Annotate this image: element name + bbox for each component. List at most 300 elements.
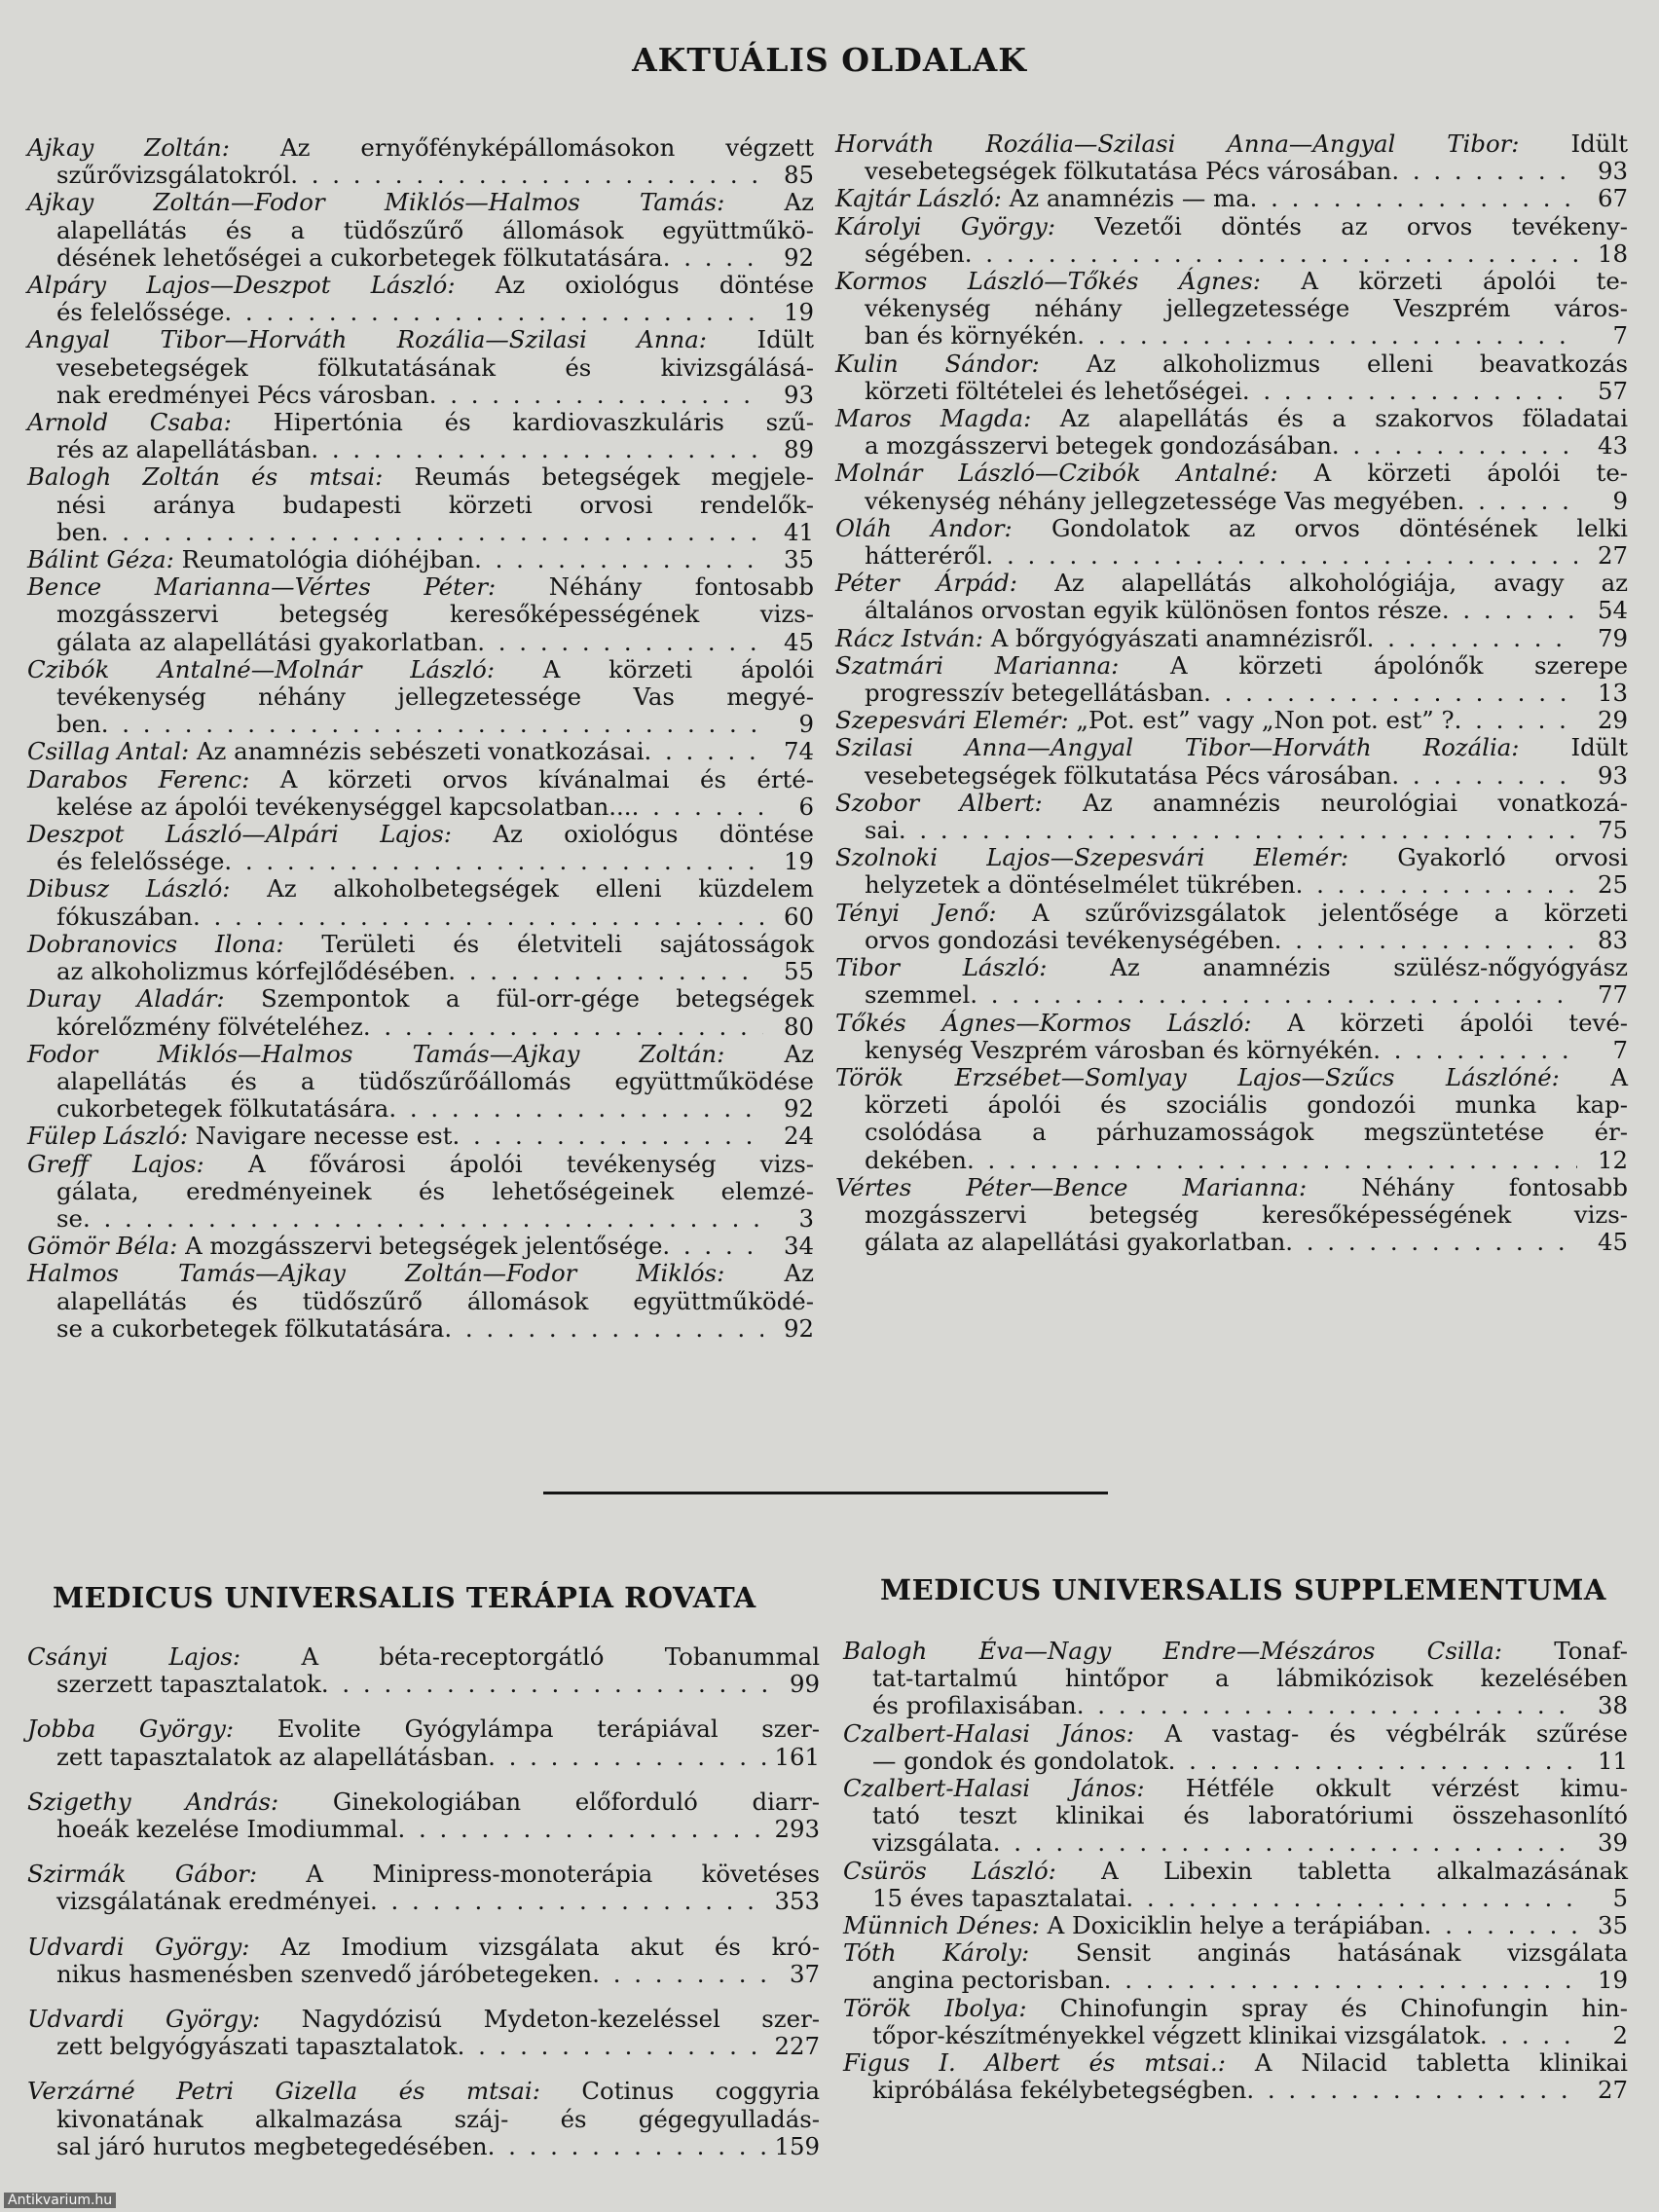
author-name: Vértes Péter—Bence Marianna:: [835, 1172, 1308, 1201]
author-name: Greff Lajos:: [27, 1149, 204, 1178]
dot-leader: [986, 542, 1577, 570]
toc-entry-text: Szilasi Anna—Angyal Tibor—Horváth Rozália: Idült: [835, 733, 1629, 762]
dot-leader: [458, 2033, 769, 2060]
toc-page-number: 6: [798, 792, 814, 821]
toc-entry-line: [27, 985, 814, 1013]
dot-leader: [1455, 707, 1577, 734]
toc-entry-line: [27, 1288, 814, 1315]
toc-page-number: 7: [1612, 321, 1628, 350]
toc-entry-text: Angyal Tibor—Horváth Rozália—Szilasi Anna: Idült: [27, 325, 815, 354]
toc-entry-text: Kajtár László: Az anamnézis — ma: [835, 184, 1250, 213]
toc-entry-line: [27, 766, 814, 793]
toc-entry-line: [27, 546, 814, 573]
toc-entry-text: az alkoholizmus kórfejlődésében: [56, 957, 449, 986]
toc-page-number: 92: [783, 1313, 814, 1343]
toc-entry-text: Czalbert-Halasi János: A vastag- és végbélrák szűrése: [843, 1718, 1628, 1748]
toc-entry-text: tat-tartalmú hintőpor a lábmikózisok kezelésében: [872, 1664, 1628, 1693]
dot-leader: [1391, 762, 1577, 790]
toc-entry-text: vesebetegségek fölkutatásának és kivizsgálásá-: [56, 352, 814, 382]
toc-entry: [835, 652, 1628, 707]
toc-entry-text: Fodor Miklós—Halmos Tamás—Ajkay Zoltán: Az: [27, 1039, 814, 1068]
toc-entry-line: [835, 1201, 1628, 1229]
toc-entry: [835, 570, 1628, 624]
dot-leader: [448, 958, 763, 985]
toc-entry-text: cukorbetegek fölkutatására: [56, 1094, 389, 1124]
toc-page-number: 93: [783, 380, 814, 409]
dot-leader: [311, 436, 763, 463]
author-name: Czalbert-Halasi János:: [843, 1718, 1134, 1748]
dot-leader: [1203, 680, 1577, 707]
toc-entry-text: Greff Lajos: A fővárosi ápolói tevékenység vizs-: [27, 1149, 814, 1178]
toc-entry-text: se: [56, 1203, 83, 1233]
toc-entry-text: vékenység néhány jellegzetessége Veszprém város-: [865, 294, 1628, 323]
toc-entry-text: kelése az ápolói tevékenységgel kapcsolatban...: [56, 792, 632, 821]
toc-page-number: 34: [783, 1232, 814, 1261]
toc-entry: [835, 350, 1628, 405]
toc-entry: [27, 985, 814, 1040]
toc-entry: [835, 213, 1628, 268]
toc-entry-line: [27, 217, 814, 244]
author-name: Szepesvári Elemér:: [835, 706, 1069, 735]
toc-entry-text: szerzett tapasztalatok: [56, 1670, 321, 1699]
toc-entry-line: [27, 958, 814, 985]
toc-entry-line: [27, 848, 814, 875]
toc-entry-line: [835, 597, 1628, 624]
toc-entry-line: [27, 1788, 820, 1816]
toc-entry-line: [27, 409, 814, 436]
toc-entry-text: csolódása a párhuzamosságok megszüntetése ér-: [865, 1118, 1628, 1147]
toc-entry-line: [835, 542, 1628, 570]
dot-leader: [398, 1816, 769, 1843]
toc-entry: [843, 1939, 1628, 1994]
toc-entry: [27, 2078, 820, 2160]
toc-page-number: 161: [774, 1742, 820, 1771]
toc-entry-line: [27, 382, 814, 409]
toc-entry-line: [27, 519, 814, 546]
toc-entry: [27, 1233, 814, 1260]
dot-leader: [101, 519, 763, 546]
toc-entry-line: [835, 268, 1628, 295]
toc-entry-text: Horváth Rozália—Szilasi Anna—Angyal Tibor: Idült: [835, 129, 1629, 158]
dot-leader: [1250, 185, 1577, 212]
toc-entry-line: [835, 460, 1628, 487]
toc-entry-text: Ajkay Zoltán: Az ernyőfényképállomásokon végzett: [27, 133, 815, 162]
toc-entry-line: [27, 354, 814, 382]
toc-entry-line: [843, 1912, 1628, 1939]
dot-leader: [1442, 597, 1577, 624]
toc-entry-line: [27, 1014, 814, 1041]
toc-page-number: 7: [1612, 1035, 1628, 1064]
toc-page-number: 27: [1597, 2076, 1628, 2105]
toc-entry: [27, 1715, 820, 1770]
toc-entry-line: [27, 1260, 814, 1287]
dot-leader: [224, 848, 763, 875]
author-name: Tóth Károly:: [843, 1938, 1030, 1968]
dot-leader: [1274, 927, 1577, 954]
toc-entry: [835, 707, 1628, 734]
toc-entry-line: [27, 134, 814, 162]
toc-entry-line: [27, 1233, 814, 1260]
toc-entry-text: Kulin Sándor: Az alkoholizmus elleni beavatkozás: [835, 349, 1628, 378]
terapia-title: MEDICUS UNIVERSALIS TERÁPIA ROVATA: [53, 1581, 756, 1614]
dot-leader: [592, 1961, 769, 1988]
toc-entry-line: [835, 1119, 1628, 1146]
author-name: Gömör Béla:: [27, 1232, 178, 1261]
toc-entry-text: Halmos Tamás—Ajkay Zoltán—Fodor Miklós: Az: [27, 1259, 814, 1288]
section-divider: [543, 1492, 1108, 1494]
toc-entry-line: [27, 1715, 820, 1743]
toc-entry-line: [843, 1885, 1628, 1912]
dot-leader: [83, 1205, 763, 1233]
toc-entry-line: [27, 1178, 814, 1205]
toc-entry-line: [835, 707, 1628, 734]
toc-page-number: 19: [783, 847, 814, 876]
dot-leader: [363, 1014, 763, 1041]
watermark-label: Antikvarium.hu: [4, 2193, 116, 2208]
author-name: Udvardi György:: [27, 1932, 250, 1961]
dot-leader: [290, 162, 763, 189]
toc-entry-line: [835, 1147, 1628, 1174]
dot-leader: [193, 903, 763, 931]
toc-entry-line: [27, 463, 814, 491]
toc-entry-text: vizsgálata: [872, 1828, 993, 1858]
toc-page-number: 41: [783, 517, 814, 546]
toc-entry-line: [835, 295, 1628, 322]
toc-entry-text: gálata az alapellátási gyakorlatban: [865, 1228, 1286, 1257]
toc-entry-line: [835, 1010, 1628, 1037]
author-name: Dobranovics Ilona:: [27, 929, 284, 958]
dot-leader: [1391, 158, 1577, 185]
toc-page-number: 24: [783, 1122, 814, 1151]
toc-entry-text: hoeák kezelése Imodiummal: [56, 1815, 398, 1844]
author-name: Darabos Ferenc:: [27, 764, 250, 793]
toc-entry-line: [27, 436, 814, 463]
dot-leader: [452, 1123, 763, 1150]
toc-entry-text: Oláh Andor: Gondolatok az orvos döntésének lelki: [835, 513, 1628, 542]
toc-entry: [835, 130, 1628, 185]
toc-entry-line: [27, 1041, 814, 1068]
toc-entry: [27, 326, 814, 409]
dot-leader: [1480, 2022, 1577, 2049]
toc-entry-text: Duray Aladár: Szempontok a fül-orr-gége betegségek: [27, 984, 814, 1014]
toc-entry-text: helyzetek a döntéselmélet tükrében: [865, 870, 1296, 900]
author-name: Kulin Sándor:: [835, 349, 1040, 378]
dot-leader: [645, 738, 763, 765]
toc-entry: [27, 1788, 820, 1843]
toc-entry-text: ban és környékén: [865, 321, 1078, 350]
dot-leader: [1246, 2077, 1577, 2104]
author-name: Ajkay Zoltán:: [27, 133, 230, 162]
toc-entry-text: Török Erzsébet—Somlyay Lajos—Szűcs Lászlóné: A: [835, 1062, 1628, 1091]
toc-entry-line: [835, 871, 1628, 899]
toc-entry-line: [27, 1095, 814, 1123]
toc-entry-text: angina pectorisban: [872, 1966, 1104, 1995]
toc-entry: [843, 1720, 1628, 1775]
author-name: Török Ibolya:: [843, 1993, 1027, 2022]
toc-entry-text: tevékenység néhány jellegzetessége Vas megyé-: [56, 682, 814, 712]
toc-page-number: 79: [1597, 623, 1628, 652]
toc-entry-line: [27, 683, 814, 711]
dot-leader: [101, 711, 763, 738]
toc-entry-line: [835, 350, 1628, 378]
toc-entry: [27, 409, 814, 463]
toc-page-number: 13: [1597, 679, 1628, 708]
toc-entry-line: [27, 1151, 814, 1178]
toc-page-number: 35: [783, 545, 814, 574]
toc-entry-line: [27, 931, 814, 958]
toc-entry-text: Alpáry Lajos—Deszpot László: Az oxiológus döntése: [27, 271, 815, 300]
toc-entry: [835, 185, 1628, 212]
toc-entry-text: Figus I. Albert és mtsai.: A Nilacid tabletta klinikai: [843, 2048, 1628, 2078]
toc-entry-text: és profilaxisában: [872, 1691, 1077, 1720]
toc-entry-text: Balogh Éva—Nagy Endre—Mészáros Csilla: Tonaf-: [843, 1637, 1628, 1665]
author-name: Bence Marianna—Vértes Péter:: [27, 572, 497, 602]
toc-entry-text: nési aránya budapesti körzeti orvosi rendelők-: [56, 490, 814, 519]
author-name: Fülep László:: [27, 1122, 189, 1151]
toc-entry-text: Ajkay Zoltán—Fodor Miklós—Halmos Tamás: Az: [27, 188, 814, 217]
toc-entry: [843, 1995, 1628, 2049]
dot-leader: [1168, 1748, 1577, 1775]
toc-entry-text: ségében: [865, 239, 965, 268]
author-name: Péter Árpád:: [835, 569, 1017, 598]
toc-entry-text: Károlyi György: Vezetői döntés az orvos tevékeny-: [835, 211, 1628, 240]
toc-entry-text: Tényi Jenő: A szűrővizsgálatok jelentősége a körzeti: [835, 898, 1628, 927]
dot-leader: [1457, 488, 1577, 515]
author-name: Tőkés Ágnes—Kormos László:: [835, 1008, 1252, 1037]
toc-page-number: 19: [783, 298, 814, 327]
toc-entry: [835, 790, 1628, 844]
toc-page-number: 83: [1597, 925, 1628, 954]
toc-entry-text: mozgásszervi betegség keresőképességének vizs-: [56, 600, 814, 629]
toc-entry-text: általános orvostan egyik különösen fontos része: [865, 596, 1442, 625]
toc-entry-text: Münnich Dénes: A Doxiciklin helye a terápiában: [843, 1911, 1424, 1940]
author-name: Szirmák Gábor:: [27, 1860, 258, 1889]
toc-entry-text: Molnár László—Czibók Antalné: A körzeti ápolói te-: [835, 459, 1628, 488]
toc-entry: [27, 821, 814, 875]
toc-entry-line: [835, 158, 1628, 185]
toc-page-number: 45: [1597, 1228, 1628, 1257]
toc-entry-text: progresszív betegellátásban: [865, 679, 1204, 708]
toc-entry-text: Dobranovics Ilona: Területi és életviteli sajátosságok: [27, 929, 815, 958]
dot-leader: [967, 1147, 1577, 1174]
toc-entry-text: körzeti föltételei és lehetőségei: [865, 376, 1242, 405]
toc-page-number: 293: [774, 1815, 820, 1844]
toc-entry-line: [27, 2033, 820, 2060]
toc-page-number: 89: [783, 435, 814, 464]
author-name: Török Erzsébet—Somlyay Lajos—Szűcs Lászlóné:: [835, 1062, 1560, 1091]
toc-page-number: 9: [798, 710, 814, 739]
toc-entry-text: Csürös László: A Libexin tabletta alkalmazásának: [843, 1856, 1628, 1885]
toc-entry: [835, 1174, 1628, 1257]
dot-leader: [1285, 1229, 1577, 1256]
toc-entry-line: [27, 573, 814, 601]
toc-entry-line: [843, 1692, 1628, 1719]
toc-entry-line: [27, 821, 814, 848]
toc-entry-text: gálata az alapellátási gyakorlatban: [56, 627, 478, 656]
author-name: Tényi Jenő:: [835, 898, 997, 927]
toc-entry-text: Udvardi György: Nagydózisú Mydeton-kezeléssel szer-: [27, 2005, 820, 2034]
toc-entry-text: Szatmári Marianna: A körzeti ápolónők szerepe: [835, 650, 1629, 680]
toc-entry: [27, 272, 814, 326]
toc-page-number: 37: [789, 1959, 820, 1988]
toc-entry-line: [835, 900, 1628, 927]
toc-entry-line: [835, 213, 1628, 240]
author-name: Angyal Tibor—Horváth Rozália—Szilasi Anna:: [27, 325, 708, 354]
author-name: Csillag Antal:: [27, 737, 190, 766]
toc-entry-text: Czibók Antalné—Molnár László: A körzeti ápolói: [27, 654, 814, 683]
toc-entry-text: Jobba György: Evolite Gyógylámpa terápiával szer-: [27, 1714, 820, 1744]
toc-entry: [835, 734, 1628, 789]
toc-page-number: 99: [789, 1670, 820, 1699]
toc-entry-text: 15 éves tapasztalatai: [872, 1883, 1126, 1912]
dot-leader: [1373, 1037, 1577, 1064]
author-name: Alpáry Lajos—Deszpot László:: [27, 271, 456, 300]
toc-entry-text: vesebetegségek fölkutatása Pécs városában: [865, 157, 1392, 186]
dot-leader: [388, 1095, 763, 1123]
author-name: Kormos László—Tőkés Ágnes:: [835, 267, 1261, 296]
toc-entry-line: [835, 625, 1628, 652]
toc-entry: [27, 1151, 814, 1234]
toc-page-number: 5: [1612, 1883, 1628, 1912]
author-name: Dibusz László:: [27, 874, 231, 903]
toc-entry: [27, 1643, 820, 1698]
toc-page-number: 57: [1597, 376, 1628, 405]
author-name: Balogh Éva—Nagy Endre—Mészáros Csilla:: [843, 1637, 1503, 1665]
dot-leader: [1424, 1912, 1577, 1939]
toc-entry-line: [835, 570, 1628, 597]
toc-entry-text: Szigethy András: Ginekologiában előforduló diarr-: [27, 1787, 820, 1816]
toc-page-number: 74: [783, 737, 814, 766]
toc-entry-line: [27, 1643, 820, 1671]
toc-entry-text: Czalbert-Halasi János: Hétféle okkult vérzést kimu-: [843, 1774, 1628, 1803]
toc-entry-text: désének lehetőségei a cukorbetegek fölkutatására: [56, 242, 663, 272]
author-name: Tibor László:: [835, 953, 1048, 982]
toc-entry-text: vesebetegségek fölkutatása Pécs városában: [865, 760, 1392, 790]
toc-entry: [27, 573, 814, 656]
toc-entry-text: kenység Veszprém városban és környékén: [865, 1035, 1374, 1064]
toc-page-number: 227: [774, 2032, 820, 2061]
toc-entry-text: Péter Árpád: Az alapellátás alkohológiája, avagy az: [835, 569, 1628, 598]
dot-leader: [1104, 1967, 1577, 1994]
supplementum-title: MEDICUS UNIVERSALIS SUPPLEMENTUMA: [880, 1573, 1606, 1606]
toc-entry-line: [27, 1068, 814, 1095]
toc-entry-text: nak eredményei Pécs városban: [56, 380, 429, 409]
toc-entry-line: [835, 652, 1628, 680]
toc-entry-line: [27, 2133, 820, 2160]
toc-page-number: 12: [1597, 1145, 1628, 1174]
toc-page-number: 55: [783, 957, 814, 986]
dot-leader: [370, 1888, 769, 1915]
toc-entry-line: [835, 130, 1628, 158]
toc-entry-line: [835, 515, 1628, 542]
toc-entry-line: [835, 762, 1628, 790]
toc-entry-line: [27, 1934, 820, 1961]
toc-entry-line: [27, 1861, 820, 1888]
toc-entry-line: [27, 738, 814, 765]
dot-leader: [970, 981, 1577, 1009]
toc-entry-line: [27, 2078, 820, 2105]
toc-entry: [835, 268, 1628, 350]
toc-page-number: 25: [1597, 870, 1628, 900]
toc-entry-text: Szepesvári Elemér: „Pot. est” vagy „Non pot. est” ?: [835, 706, 1455, 735]
toc-entry-line: [27, 656, 814, 683]
toc-entry-line: [835, 927, 1628, 954]
toc-entry: [843, 1858, 1628, 1912]
dot-leader: [663, 244, 763, 272]
author-name: Maros Magda:: [835, 404, 1032, 433]
toc-entry-line: [27, 492, 814, 519]
author-name: Verzárné Petri Gizella és mtsai:: [27, 2077, 540, 2106]
aktualis-left-column: [27, 134, 814, 1343]
toc-entry-line: [843, 1995, 1628, 2022]
toc-entry-line: [27, 189, 814, 216]
author-name: Arnold Csaba:: [27, 408, 232, 437]
toc-entry-line: [835, 1064, 1628, 1091]
dot-leader: [1077, 322, 1577, 350]
toc-page-number: 11: [1597, 1746, 1628, 1775]
toc-entry-text: Dibusz László: Az alkoholbetegségek elleni küzdelem: [27, 874, 814, 903]
toc-entry: [27, 656, 814, 739]
toc-entry-text: zett belgyógyászati tapasztalatok: [56, 2032, 458, 2061]
toc-entry-line: [835, 322, 1628, 350]
toc-entry-text: Csányi Lajos: A béta-receptorgátló Tobanummal: [27, 1642, 821, 1671]
toc-entry-text: nikus hasmenésben szenvedő járóbetegeken: [56, 1959, 593, 1988]
dot-leader: [1077, 1692, 1577, 1719]
toc-entry-line: [27, 1123, 814, 1150]
author-name: Szilasi Anna—Angyal Tibor—Horváth Rozália:: [835, 733, 1520, 762]
toc-entry: [835, 625, 1628, 652]
toc-entry-line: [835, 488, 1628, 515]
toc-entry-text: zett tapasztalatok az alapellátásban: [56, 1742, 489, 1771]
toc-entry-line: [835, 817, 1628, 844]
author-name: Udvardi György:: [27, 2005, 261, 2034]
toc-page-number: 93: [1597, 157, 1628, 186]
toc-entry-text: Török Ibolya: Chinofungin spray és Chinofungin hin-: [843, 1993, 1628, 2022]
toc-entry: [27, 1934, 820, 1988]
toc-entry-text: körzeti ápolói és szociális gondozói munka kap-: [865, 1090, 1628, 1120]
toc-entry: [27, 1041, 814, 1124]
toc-entry-text: vizsgálatának eredményei: [56, 1887, 370, 1916]
toc-entry-line: [843, 1829, 1628, 1857]
toc-entry-line: [835, 378, 1628, 405]
author-name: Oláh Andor:: [835, 513, 1013, 542]
toc-entry-text: sai: [865, 816, 899, 845]
toc-entry-line: [835, 405, 1628, 432]
page-title: AKTUÁLIS OLDALAK: [632, 41, 1027, 79]
toc-entry: [835, 460, 1628, 514]
author-name: Czibók Antalné—Molnár László:: [27, 654, 496, 683]
toc-entry-line: [27, 903, 814, 931]
toc-entry-text: Tőkés Ágnes—Kormos László: A körzeti ápolói tevé-: [835, 1008, 1629, 1037]
toc-entry-text: szemmel: [865, 980, 971, 1010]
toc-page-number: 39: [1597, 1828, 1628, 1858]
author-name: Szolnoki Lajos—Szepesvári Elemér:: [835, 843, 1349, 872]
dot-leader: [632, 793, 763, 821]
toc-entry-line: [835, 954, 1628, 981]
toc-entry-line: [835, 1174, 1628, 1201]
toc-entry-line: [835, 1229, 1628, 1256]
author-name: Molnár László—Czibók Antalné:: [835, 459, 1278, 488]
toc-entry-text: alapellátás és tüdőszűrő állomások együttműködé-: [56, 1286, 814, 1315]
toc-page-number: 29: [1597, 706, 1628, 735]
toc-entry-text: Balogh Zoltán és mtsai: Reumás betegségek megjele-: [27, 462, 814, 492]
toc-entry-line: [27, 1961, 820, 1988]
toc-entry-line: [27, 1816, 820, 1843]
toc-entry-text: vékenység néhány jellegzetessége Vas megyében: [865, 486, 1457, 515]
toc-entry-line: [27, 1315, 814, 1343]
dot-leader: [474, 546, 763, 573]
toc-entry: [27, 189, 814, 272]
